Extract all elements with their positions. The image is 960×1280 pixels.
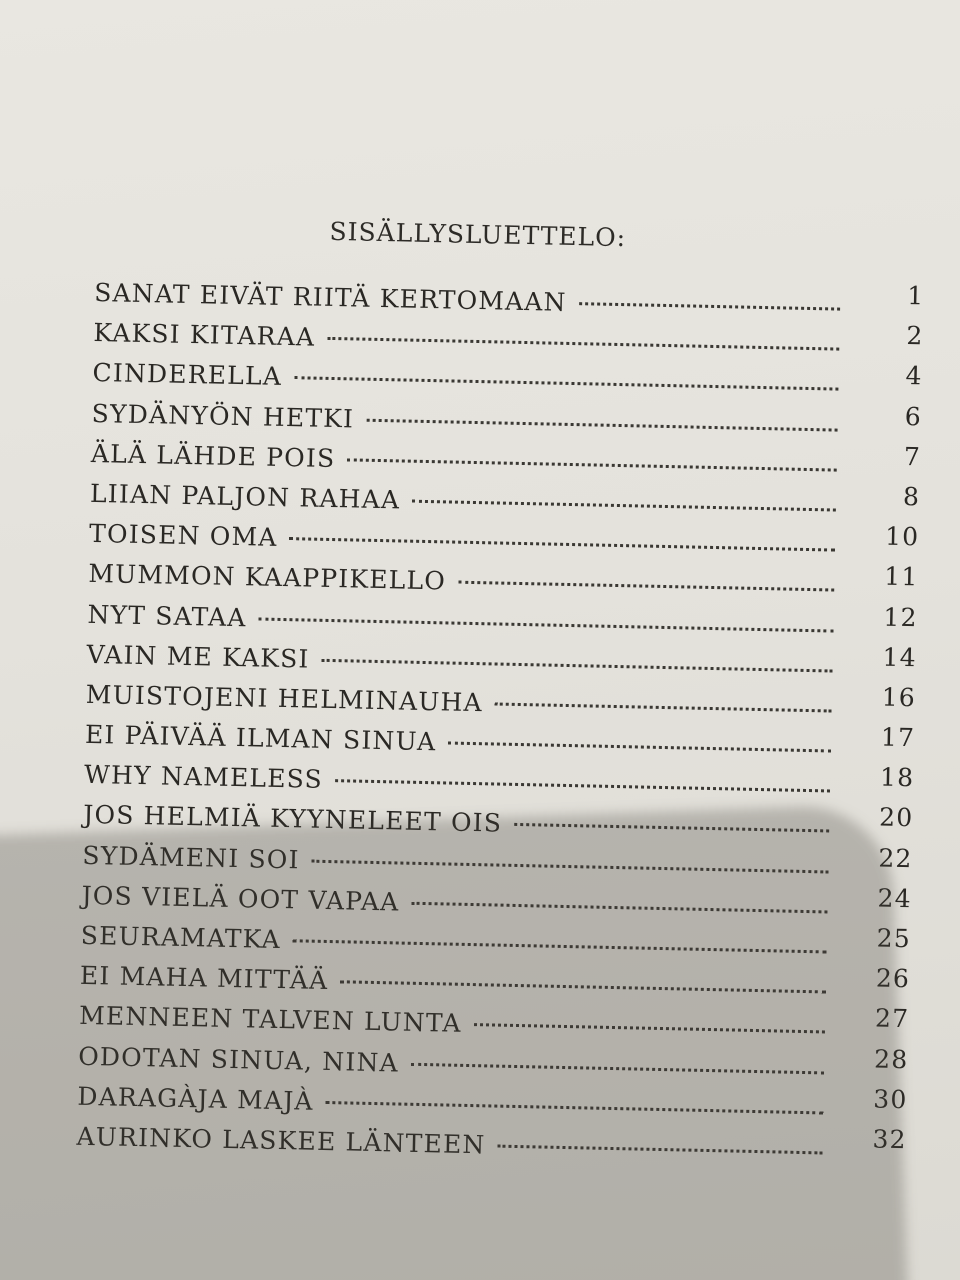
dot-leader [495,702,832,712]
toc-entry-title: ÄLÄ LÄHDE POIS [90,438,336,473]
toc-entry-title: NYT SATAA [87,599,247,632]
dot-leader [411,902,827,914]
toc-entry-page-number: 27 [874,1003,910,1034]
toc-entry-title: KAKSI KITARAA [93,318,316,352]
toc-entry-page-number: 25 [876,923,912,954]
toc-entry-title: SANAT EIVÄT RIITÄ KERTOMAAN [93,277,567,317]
toc-entry-page-number: 4 [905,361,924,391]
toc-entry-page-number: 16 [881,682,917,713]
dot-leader [335,779,830,792]
toc-entry-title: CINDERELLA [92,358,283,392]
dot-leader [312,859,829,873]
dot-leader [474,1023,825,1033]
toc-entry-title: SEURAMATKA [80,920,282,955]
dot-leader [293,939,827,953]
toc-entry-page-number: 8 [902,481,921,512]
dot-leader [340,980,826,993]
toc-entry-page-number: 24 [877,883,913,914]
toc-entry-page-number: 10 [884,521,920,552]
dot-leader [258,617,833,632]
toc-entry-page-number: 7 [903,441,922,472]
toc-entry-title: EI MAHA MITTÄÄ [79,961,329,996]
toc-entry-page-number: 20 [878,802,914,833]
toc-entry-page-number: 2 [906,321,924,351]
toc-entry-title: SYDÄMENI SOI [82,840,300,875]
toc-entry-page-number: 11 [883,561,919,592]
toc-entry-page-number: 12 [883,602,918,632]
toc-entry-page-number: 17 [880,722,916,753]
toc-entry-title: EI PÄIVÄÄ ILMAN SINUA [84,719,437,757]
dot-leader [458,581,834,592]
dot-leader [497,1145,822,1155]
toc-entry-title: VAIN ME KAKSI [86,639,310,674]
dot-leader [347,458,836,471]
table-of-contents [76,210,936,1160]
toc-entry-page-number: 28 [873,1044,909,1074]
dot-leader [514,823,829,833]
dot-leader [579,302,841,310]
toc-entry-title: MUISTOJENI HELMINAUHA [85,679,484,718]
dot-leader [366,418,837,431]
toc-entry-page-number: 1 [906,281,925,311]
toc-entry-title: DARAGÀJA MAJÀ [77,1081,315,1116]
toc-entry-page-number: 32 [872,1124,908,1155]
dot-leader [294,377,838,391]
toc-entry-list [76,278,924,1179]
dot-leader [322,659,833,673]
dot-leader [327,337,839,351]
toc-entry-page-number: 26 [875,963,911,994]
toc-entry-title: TOISEN OMA [88,519,278,552]
toc-entry-title: JOS HELMIÄ KYYNELEET OIS [83,800,503,839]
page-title: SISÄLLYSLUETTELO: [329,216,627,253]
toc-entry-page-number: 30 [873,1084,908,1114]
toc-entry-title: AURINKO LASKEE LÄNTEEN [76,1121,486,1160]
toc-entry-page-number: 18 [879,762,915,793]
toc-entry-title: MUMMON KAAPPIKELLO [88,559,447,596]
toc-entry-title: JOS VIELÄ OOT VAPAA [81,880,400,917]
toc-entry-page-number: 6 [904,401,923,431]
dot-leader [448,742,831,753]
dot-leader [290,537,836,551]
toc-entry-title: WHY NAMELESS [83,760,324,795]
toc-entry-page-number: 14 [882,642,918,672]
toc-entry-page-number: 22 [878,843,913,873]
toc-entry-title: LIIAN PALJON RAHAA [89,478,401,515]
toc-entry-title: MENNEEN TALVEN LUNTA [78,1001,462,1039]
dot-leader [411,1062,824,1074]
dot-leader [326,1101,824,1114]
toc-entry-title: ODOTAN SINUA, NINA [77,1041,400,1078]
dot-leader [412,500,836,512]
toc-entry-title: SYDÄNYÖN HETKI [91,398,355,434]
